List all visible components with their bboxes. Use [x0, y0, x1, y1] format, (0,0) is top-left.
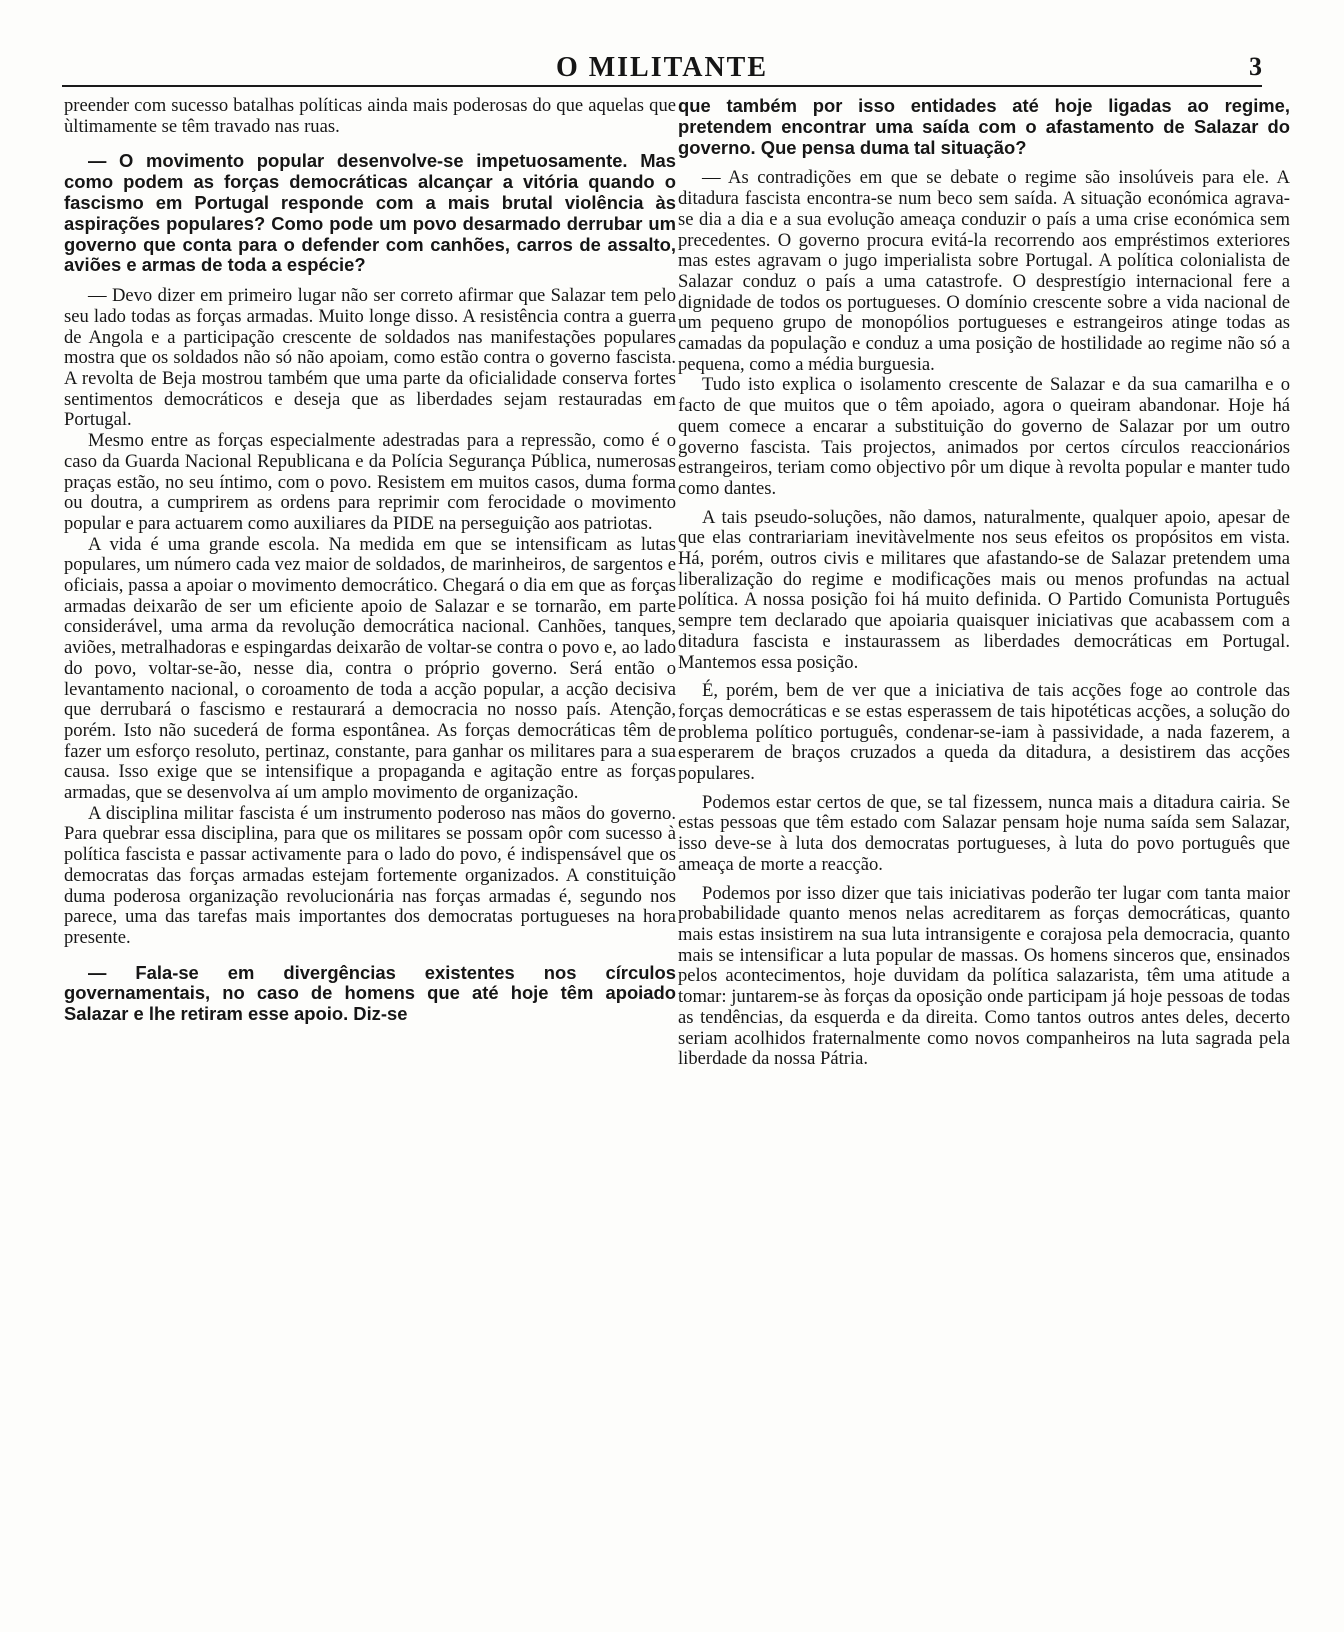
- page-number: 3: [1249, 52, 1262, 81]
- answer-paragraph: — Devo dizer em primeiro lugar não ser correto afirmar que Salazar tem pelo seu lado todas as forças armadas. Muito longe disso. A resistência contra a guerra de Angola e a participação crescente de soldados nas manifestações populares mostra que os soldados não só não apoiam, como estão contra o governo fascista. A revolta de Beja mostrou também que uma parte da oficialidade conserva fortes sentimentos democráticos e deseja que as liberdades sejam restauradas em Portugal.: [64, 285, 676, 431]
- interview-question: — O movimento popular desenvolve-se impetuosamente. Mas como podem as forças democráticas alcançar a vitória quando o fascismo em Portugal responde com a mais brutal violência às aspirações populares? Como pode um povo desarmado derrubar um governo que conta para o defender com canhões, carros de assalto, aviões e armas de toda a espécie?: [64, 150, 676, 276]
- answer-paragraph: Tudo isto explica o isolamento crescente de Salazar e da sua camarilha e o facto de que muitos que o têm apoiado, agora o queiram abandonar. Hoje há quem comece a encarar a substituição do governo de Salazar por um outro governo fascista. Tais projectos, animados por certos círculos reaccionários estrangeiros, teriam como objectivo pôr um dique à revolta popular e manter tudo como dantes.: [678, 374, 1290, 499]
- answer-paragraph: Podemos estar certos de que, se tal fizessem, nunca mais a ditadura cairia. Se estas pessoas que têm estado com Salazar pensam hoje numa saída sem Salazar, isso deve-se à luta dos democratas portugueses, à luta do povo português que ameaça de morte a reacção.: [678, 791, 1290, 875]
- left-column: [64, 96, 676, 1596]
- masthead: [62, 52, 1262, 92]
- answer-paragraph: A disciplina militar fascista é um instrumento poderoso nas mãos do governo. Para quebrar essa disciplina, para que os militares se possam opôr com sucesso à política fascista e passar activamente para o lado do povo, é indispensável que os democratas das forças armadas estejam fortemente organizados. A constituição duma poderosa organização revolucionária nas forças armadas é, segundo nos parece, uma das tarefas mais importantes dos democratas portugueses na hora presente.: [64, 802, 676, 948]
- answer-paragraph: A vida é uma grande escola. Na medida em que se intensificam as lutas populares, um número cada vez maior de soldados, de marinheiros, de sargentos e oficiais, passa a apoiar o movimento democrático. Chegará o dia em que as forças armadas deixarão de ser um eficiente apoio de Salazar e se tornarão, em parte considerável, uma arma da revolução democrática nacional. Canhões, tanques, aviões, metralhadoras e espingardas deixarão de voltar-se contra o povo e, ao lado do povo, voltar-se-ão, nesse dia, contra o próprio governo. Será então o levantamento nacional, o coroamento de toda a acção popular, a acção decisiva que derrubará o fascismo e restaurará a democracia no nosso país. Atenção, porém. Isto não sucederá de forma espontânea. As forças democráticas têm de fazer um esforço resoluto, pertinaz, constante, para ganhar os militares para a sua causa. Isso exige que se intensifique a propaganda e agitação entre as forças armadas, que se desenvolva aí um amplo movimento de organização.: [64, 533, 676, 804]
- answer-paragraph: Podemos por isso dizer que tais iniciativas poderão ter lugar com tanta maior probabilidade quanto menos nelas acreditarem as forças democráticas, quanto mais estas insistirem na sua luta intransigente e corajosa pela democracia, quanto mais se intensificar a luta popular de massas. Os homens sinceros que, ensinados pelos acontecimentos, hoje duvidam da política salazarista, têm uma atitude a tomar: juntarem-se às forças da oposição onde participam já hoje pessoas de todas as tendências, da esquerda e da direita. Como tantos outros antes deles, decerto seriam acolhidos fraternalmente como novos companheiros na luta sagrada pela liberdade da nossa Pátria.: [678, 882, 1290, 1070]
- right-column: [678, 96, 1290, 1596]
- interview-question-continuation: que também por isso entidades até hoje ligadas ao regime, pretendem encontrar uma saída com o afastamento de Salazar do governo. Que pensa duma tal situação?: [678, 96, 1290, 158]
- answer-paragraph: — As contradições em que se debate o regime são insolúveis para ele. A ditadura fascista encontra-se num beco sem saída. A situação económica agrava-se dia a dia e a sua evolução ameaça conduzir o país a uma crise económica sem precedentes. O governo procura evitá-la recorrendo aos empréstimos exteriores mas estes agravam o jugo imperialista sobre Portugal. A política colonialista de Salazar conduz o país a uma catastrofe. O desprestígio internacional fere a dignidade de todos os portugueses. O domínio crescente sobre a vida nacional de um pequeno grupo de monopólios portugueses e estrangeiros atinge todas as camadas da população e conduz a uma posição de hostilidade ao regime não só a pequena, como a média burguesia.: [678, 167, 1290, 375]
- answer-paragraph: É, porém, bem de ver que a iniciativa de tais acções foge ao controle das forças democráticas e se estas esperassem de tais hipotéticas acções, a solução do problema político português, condenar-se-iam à passividade, a nada fazerem, a esperarem de braços cruzados a queda da ditadura, a desistirem das acções populares.: [678, 680, 1290, 785]
- answer-paragraph: A tais pseudo-soluções, não damos, naturalmente, qualquer apoio, apesar de que elas contrariariam inevitàvelmente nos seus efeitos os propósitos em vista. Há, porém, outros civis e militares que afastando-se de Salazar pretendem uma liberalização do regime e modificações mais ou menos profundas na actual política. A nossa posição foi há muito definida. O Partido Comunista Português sempre tem declarado que apoiaria quaisquer iniciativas que acabassem com a ditadura fascista e instaurassem as liberdades democráticas em Portugal. Mantemos essa posição.: [678, 506, 1290, 673]
- interview-question: — Fala-se em divergências existentes nos círculos governamentais, no caso de homens que até hoje têm apoiado Salazar e lhe retiram esse apoio. Diz-se: [64, 961, 676, 1025]
- paragraph-continuation: preender com sucesso batalhas políticas ainda mais poderosas do que aquelas que ùltimamente se têm travado nas ruas.: [64, 96, 676, 137]
- header-rule: [62, 85, 1262, 87]
- answer-paragraph: Mesmo entre as forças especialmente adestradas para a repressão, como é o caso da Guarda Nacional Republicana e da Polícia Segurança Pública, numerosas praças estão, no seu íntimo, com o povo. Resistem em muitos casos, duma forma ou doutra, a cumprirem as ordens para reprimir com ferocidade o movimento popular e para actuarem como auxiliares da PIDE na perseguição aos patriotas.: [64, 430, 676, 534]
- newspaper-title: O MILITANTE: [555, 52, 769, 83]
